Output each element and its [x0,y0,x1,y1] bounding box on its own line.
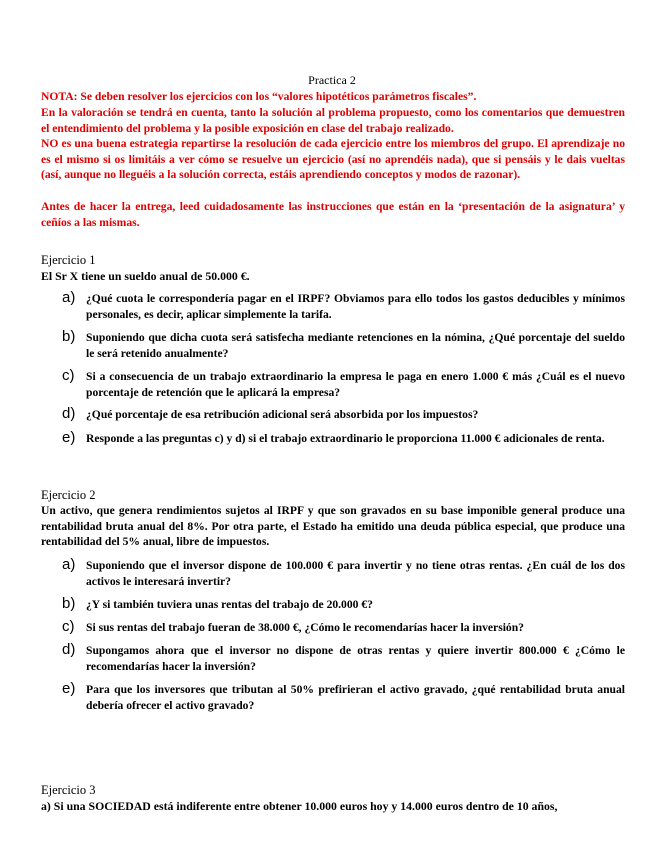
item-letter: d) [62,641,76,658]
item-letter: a) [62,289,76,306]
item-letter: b) [62,595,76,612]
exercise-1-heading: Ejercicio 1 [41,253,96,267]
exercise-3-intro: a) Si una SOCIEDAD está indiferente entre obtener 10.000 euros hoy y 14.000 euros dentro de 10 años, [41,799,558,813]
exercise-2-intro: Un activo, que genera rendimientos sujetos al IRPF y que son gravados en su base imponible general produce una rentabilidad bruta anual del 8%. Por otra parte, el Estado ha emitido una deuda pública especial, que produce una rentabilidad del 5% anual, libre de impuestos. [41,504,625,549]
item-letter: e) [62,429,76,446]
note-paragraph-3: NO es una buena estrategia repartirse la resolución de cada ejercicio entre los miembros del grupo. El aprendizaje no es el mismo si os limitáis a ver cómo se resuelve un ejercicio (así no aprendéis nada), que si pensáis y le dais vueltas (así, aunque no lleguéis a la solución correcta, estáis aprendiendo conceptos y modos de razonar). [41,137,625,182]
item-text: Si a consecuencia de un trabajo extraordinario la empresa le paga en enero 1.000 € más ¿Cuál es el nuevo porcentaje de retención que le aplicará la empresa? [86,370,625,399]
note-paragraph-2: En la valoración se tendrá en cuenta, tanto la solución al problema propuesto, como los comentarios que demuestren el entendimiento del problema y la posible exposición en clase del trabajo realizado. [41,106,625,135]
item-letter: d) [62,405,76,422]
item-letter: c) [62,618,75,635]
note-paragraph-1: NOTA: Se deben resolver los ejercicios con los “valores hipotéticos parámetros fiscales”. [41,90,477,103]
item-text: Responde a las preguntas c) y d) si el trabajo extraordinario le proporciona 11.000 € adicionales de renta. [86,432,605,445]
note-paragraph-4: Antes de hacer la entrega, leed cuidadosamente las instrucciones que están en la ‘presentación de la asignatura’ y ceñíos a las mismas. [41,200,625,229]
exercise-1-intro: El Sr X tiene un sueldo anual de 50.000 €. [41,269,250,283]
item-text: Suponiendo que dicha cuota será satisfecha mediante retenciones en la nómina, ¿Qué porcentaje del sueldo le será retenido anualmente? [86,331,625,360]
item-text: ¿Qué cuota le correspondería pagar en el IRPF? Obviamos para ello todos los gastos deducibles y mínimos personales, es decir, aplicar simplemente la tarifa. [86,292,625,321]
item-letter: a) [62,556,76,573]
exercise-3-heading: Ejercicio 3 [41,783,96,797]
document-title: Practica 2 [308,73,356,87]
item-text: Supongamos ahora que el inversor no dispone de otras rentas y quiere invertir 800.000 € ¿Cómo le recomendarías hacer la inversión? [86,644,625,673]
item-letter: e) [62,680,76,697]
item-text: Suponiendo que el inversor dispone de 100.000 € para invertir y no tiene otras rentas. ¿En cuál de los dos activos le interesará invertir? [86,559,625,588]
item-letter: c) [62,367,75,384]
item-letter: b) [62,328,76,345]
item-text: ¿Qué porcentaje de esa retribución adicional será absorbida por los impuestos? [86,408,479,421]
item-text: Para que los inversores que tributan al 50% prefirieran el activo gravado, ¿qué rentabilidad bruta anual debería ofrecer el activo gravado? [86,683,625,712]
item-text: Si sus rentas del trabajo fueran de 38.000 €, ¿Cómo le recomendarías hacer la inversión? [86,621,524,634]
item-text: ¿Y si también tuviera unas rentas del trabajo de 20.000 €? [86,598,373,611]
exercise-2-heading: Ejercicio 2 [41,488,96,502]
